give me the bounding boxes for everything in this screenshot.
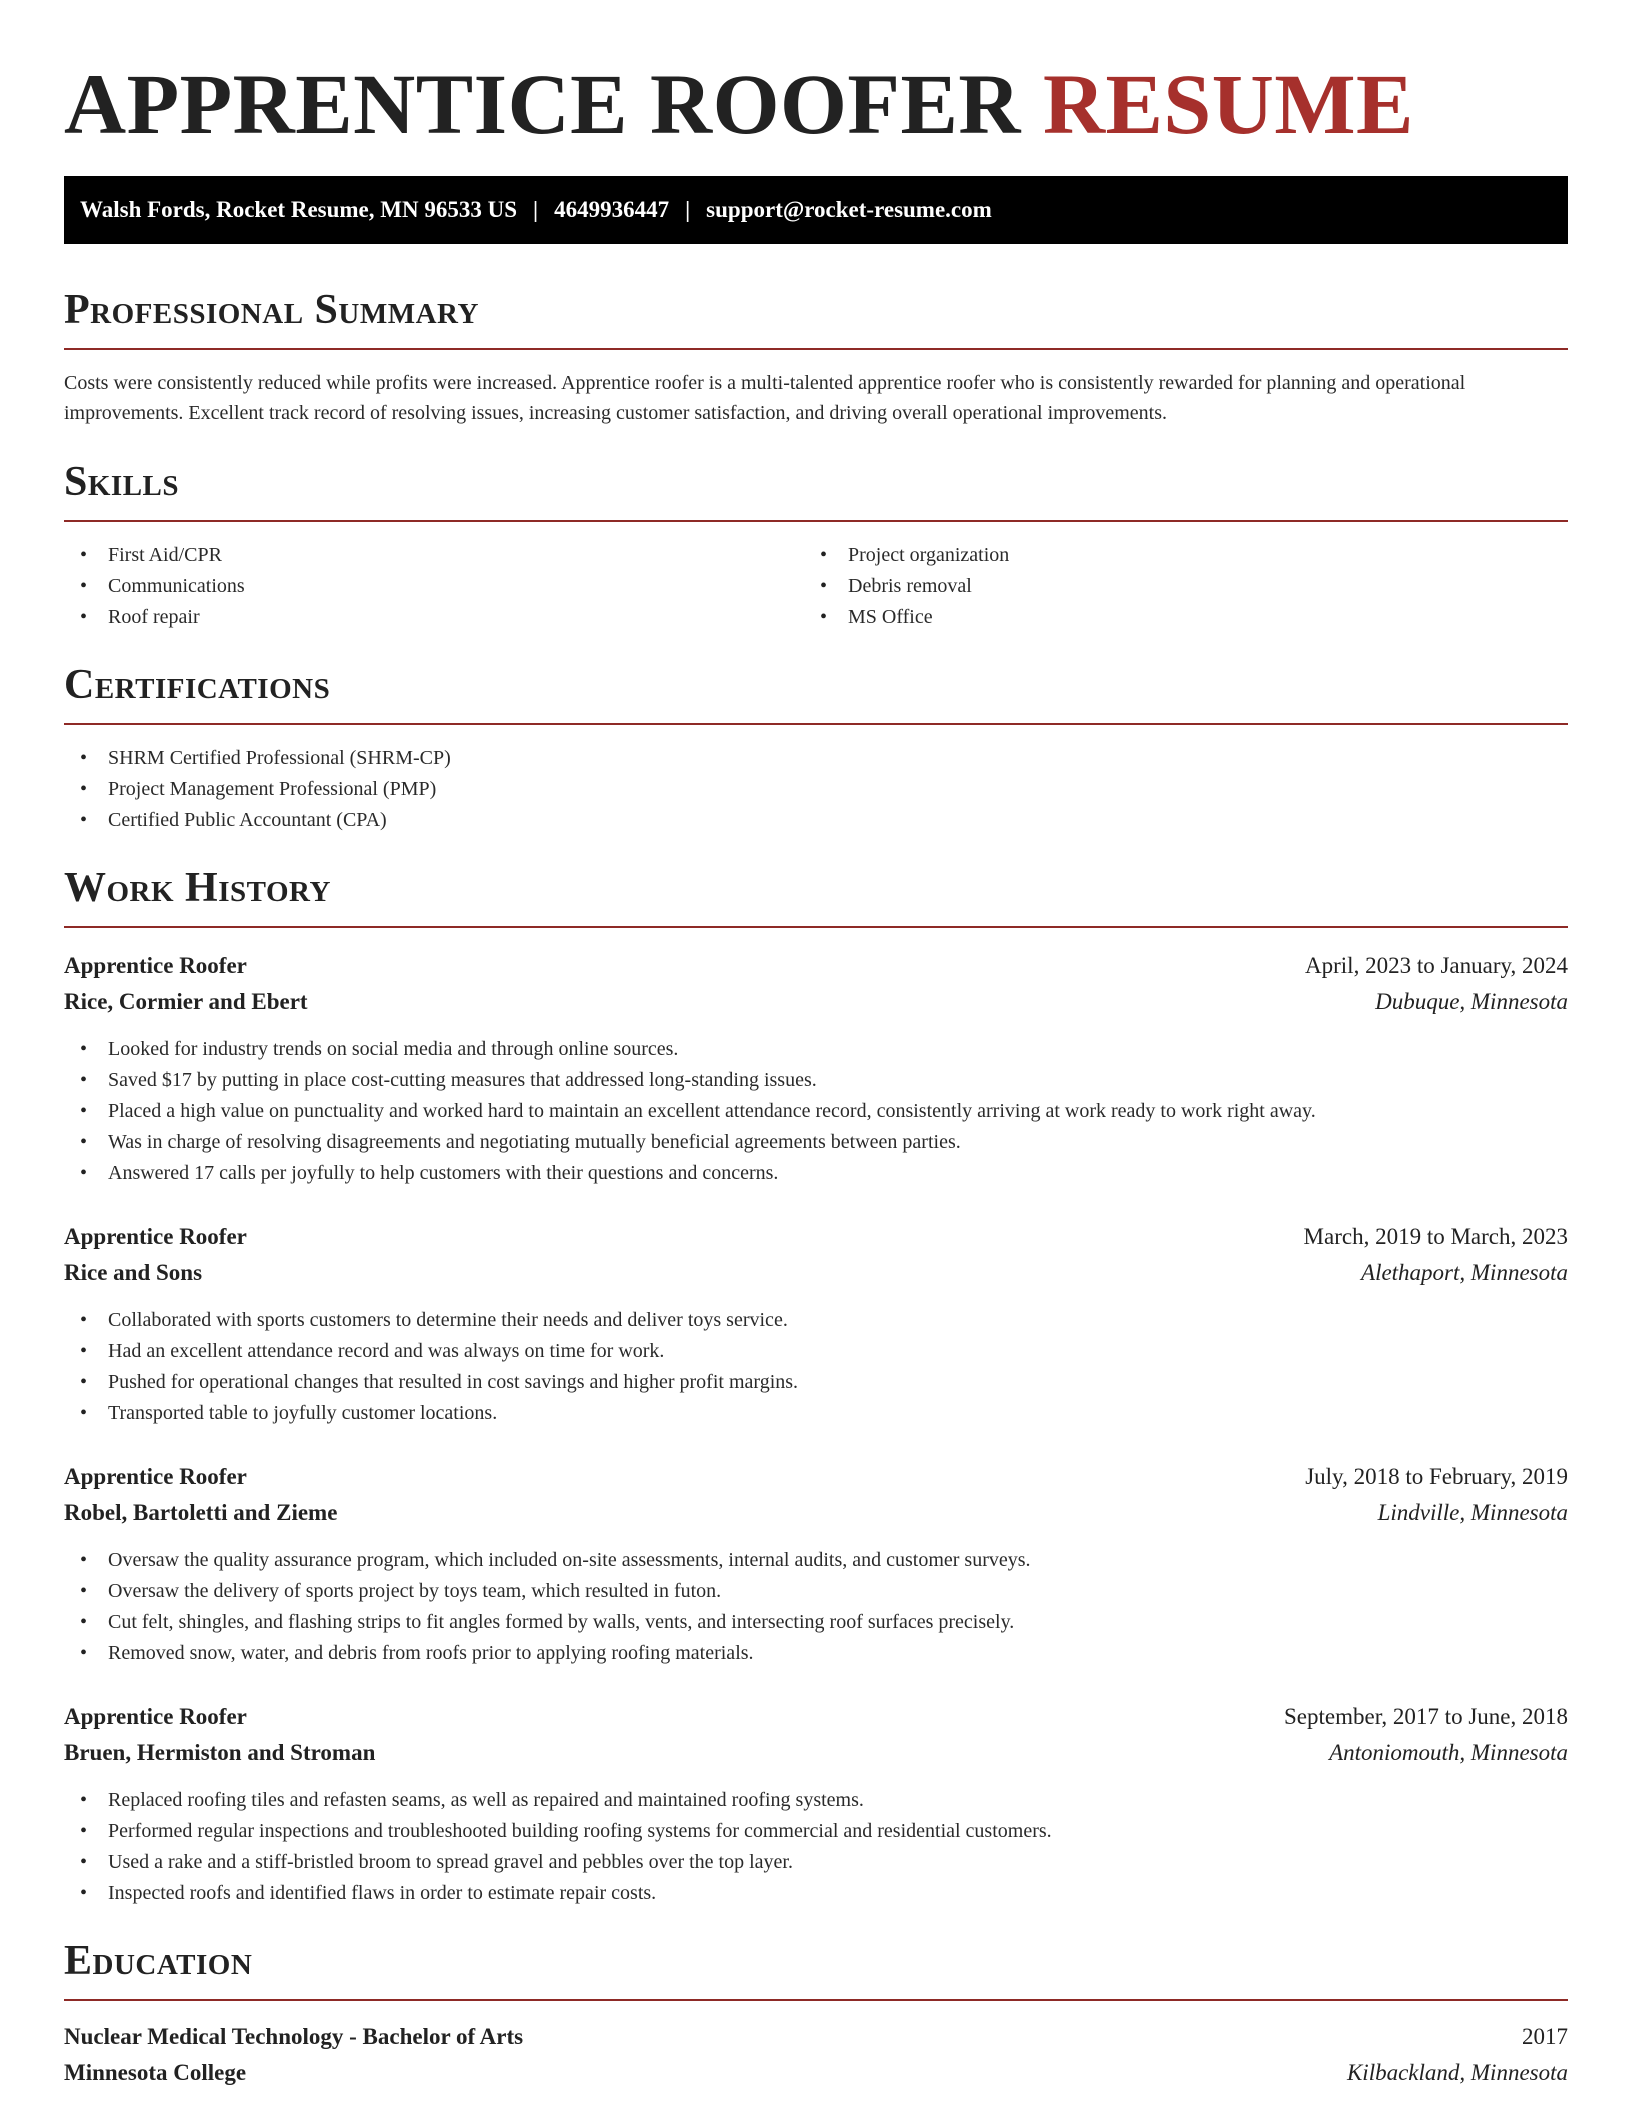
job-entry (64, 1459, 1568, 1669)
job-bullet: • Placed a high value on punctuality and worked hard to maintain an excellent attendance record, consistently arriving at work ready to work right away. (64, 1096, 1568, 1127)
job-company: Robel, Bartoletti and Zieme (64, 1500, 338, 1525)
contact-separator: | (685, 197, 691, 222)
job-title: Apprentice Roofer (64, 953, 247, 978)
job-bullet: • Removed snow, water, and debris from roofs prior to applying roofing materials. (64, 1638, 1568, 1669)
education-entry (64, 2019, 1568, 2091)
job-title-row (64, 1699, 1568, 1735)
work-history-section (64, 862, 1568, 1909)
job-location: Lindville, Minnesota (1377, 1500, 1568, 1525)
job-location: Antoniomouth, Minnesota (1329, 1740, 1568, 1765)
job-bullet: • Pushed for operational changes that resulted in cost savings and higher profit margins. (64, 1367, 1568, 1398)
summary-section (64, 284, 1568, 428)
job-bullet: • Looked for industry trends on social media and through online sources. (64, 1034, 1568, 1065)
job-company-row (64, 1255, 1568, 1291)
skill-item: • Project organization (804, 540, 1544, 571)
job-bullet: • Was in charge of resolving disagreements and negotiating mutually beneficial agreements between parties. (64, 1127, 1568, 1158)
title-main: APPRENTICE ROOFER (64, 56, 1021, 152)
job-location: Dubuque, Minnesota (1375, 989, 1568, 1014)
job-company: Bruen, Hermiston and Stroman (64, 1740, 376, 1765)
job-title: Apprentice Roofer (64, 1224, 247, 1249)
job-bullets (64, 1545, 1568, 1669)
work-history-heading: Work History (64, 865, 331, 911)
contact-bar (64, 176, 1568, 244)
summary-heading: Professional Summary (64, 287, 479, 333)
contact-email: support@rocket-resume.com (706, 197, 992, 222)
job-bullet: • Cut felt, shingles, and flashing strips to fit angles formed by walls, vents, and intersecting roof surfaces precisely. (64, 1607, 1568, 1638)
job-bullet: • Saved $17 by putting in place cost-cutting measures that addressed long-standing issues. (64, 1065, 1568, 1096)
job-bullet: • Collaborated with sports customers to determine their needs and deliver toys service. (64, 1305, 1568, 1336)
contact-separator: | (533, 197, 539, 222)
education-year: 2017 (1522, 2024, 1568, 2049)
education-location: Kilbackland, Minnesota (1346, 2060, 1568, 2085)
skills-heading: Skills (64, 459, 180, 505)
job-bullet: • Used a rake and a stiff-bristled broom to spread gravel and pebbles over the top layer. (64, 1847, 1568, 1878)
skill-item: • MS Office (804, 602, 1544, 633)
education-section (64, 1935, 1568, 2091)
skills-list-right (804, 540, 1544, 633)
job-entry (64, 1699, 1568, 1909)
job-bullet: • Oversaw the delivery of sports project by toys team, which resulted in futon. (64, 1576, 1568, 1607)
summary-text: Costs were consistently reduced while profits were increased. Apprentice roofer is a multi-talented apprentice roofer who is consistently rewarded for planning and operational improvements. Excellent track record of resolving issues, increasing customer satisfaction, and driving overall operational improvements. (64, 372, 1466, 424)
skills-section (64, 456, 1568, 633)
education-heading: Education (64, 1938, 253, 1984)
education-degree-row (64, 2019, 1568, 2055)
skills-grid (64, 540, 1568, 633)
job-company: Rice, Cormier and Ebert (64, 989, 308, 1014)
job-dates: April, 2023 to January, 2024 (1305, 953, 1568, 978)
skill-item: • First Aid/CPR (64, 540, 804, 571)
certifications-section (64, 659, 1568, 836)
certifications-heading: Certifications (64, 662, 331, 708)
contact-address: Walsh Fords, Rocket Resume, MN 96533 US (80, 197, 517, 222)
job-bullet: • Answered 17 calls per joyfully to help customers with their questions and concerns. (64, 1158, 1568, 1189)
job-title: Apprentice Roofer (64, 1464, 247, 1489)
job-company-row (64, 1495, 1568, 1531)
job-bullets (64, 1785, 1568, 1909)
contact-phone: 4649936447 (554, 197, 670, 222)
job-bullet: • Had an excellent attendance record and was always on time for work. (64, 1336, 1568, 1367)
education-degree: Nuclear Medical Technology - Bachelor of Arts (64, 2024, 524, 2049)
job-company: Rice and Sons (64, 1260, 203, 1285)
section-divider (64, 1999, 1568, 2001)
certifications-list (64, 743, 1568, 836)
job-dates: July, 2018 to February, 2019 (1305, 1464, 1568, 1489)
title-accent: RESUME (1042, 56, 1414, 152)
certification-item: • Certified Public Accountant (CPA) (64, 805, 1568, 836)
section-divider (64, 520, 1568, 522)
job-bullet: • Transported table to joyfully customer locations. (64, 1398, 1568, 1429)
job-title-row (64, 1459, 1568, 1495)
job-title-row (64, 948, 1568, 984)
section-divider (64, 348, 1568, 350)
job-bullet: • Performed regular inspections and troubleshooted building roofing systems for commercial and residential customers. (64, 1816, 1568, 1847)
skill-item: • Debris removal (804, 571, 1544, 602)
job-title-row (64, 1219, 1568, 1255)
job-dates: September, 2017 to June, 2018 (1284, 1704, 1568, 1729)
job-dates: March, 2019 to March, 2023 (1303, 1224, 1568, 1249)
job-company-row (64, 1735, 1568, 1771)
job-bullets (64, 1305, 1568, 1429)
job-bullets (64, 1034, 1568, 1189)
skill-item: • Roof repair (64, 602, 804, 633)
job-bullet: • Replaced roofing tiles and refasten seams, as well as repaired and maintained roofing systems. (64, 1785, 1568, 1816)
resume-title (64, 0, 1568, 176)
skills-list-left (64, 540, 804, 633)
skill-item: • Communications (64, 571, 804, 602)
job-bullet: • Oversaw the quality assurance program, which included on-site assessments, internal audits, and customer surveys. (64, 1545, 1568, 1576)
education-school-row (64, 2055, 1568, 2091)
certification-item: • SHRM Certified Professional (SHRM-CP) (64, 743, 1568, 774)
job-company-row (64, 984, 1568, 1020)
certification-item: • Project Management Professional (PMP) (64, 774, 1568, 805)
job-title: Apprentice Roofer (64, 1704, 247, 1729)
section-divider (64, 723, 1568, 725)
job-entry (64, 948, 1568, 1189)
section-divider (64, 926, 1568, 928)
education-school: Minnesota College (64, 2060, 247, 2085)
job-bullet: • Inspected roofs and identified flaws in order to estimate repair costs. (64, 1878, 1568, 1909)
job-entry (64, 1219, 1568, 1429)
job-location: Alethaport, Minnesota (1361, 1260, 1568, 1285)
